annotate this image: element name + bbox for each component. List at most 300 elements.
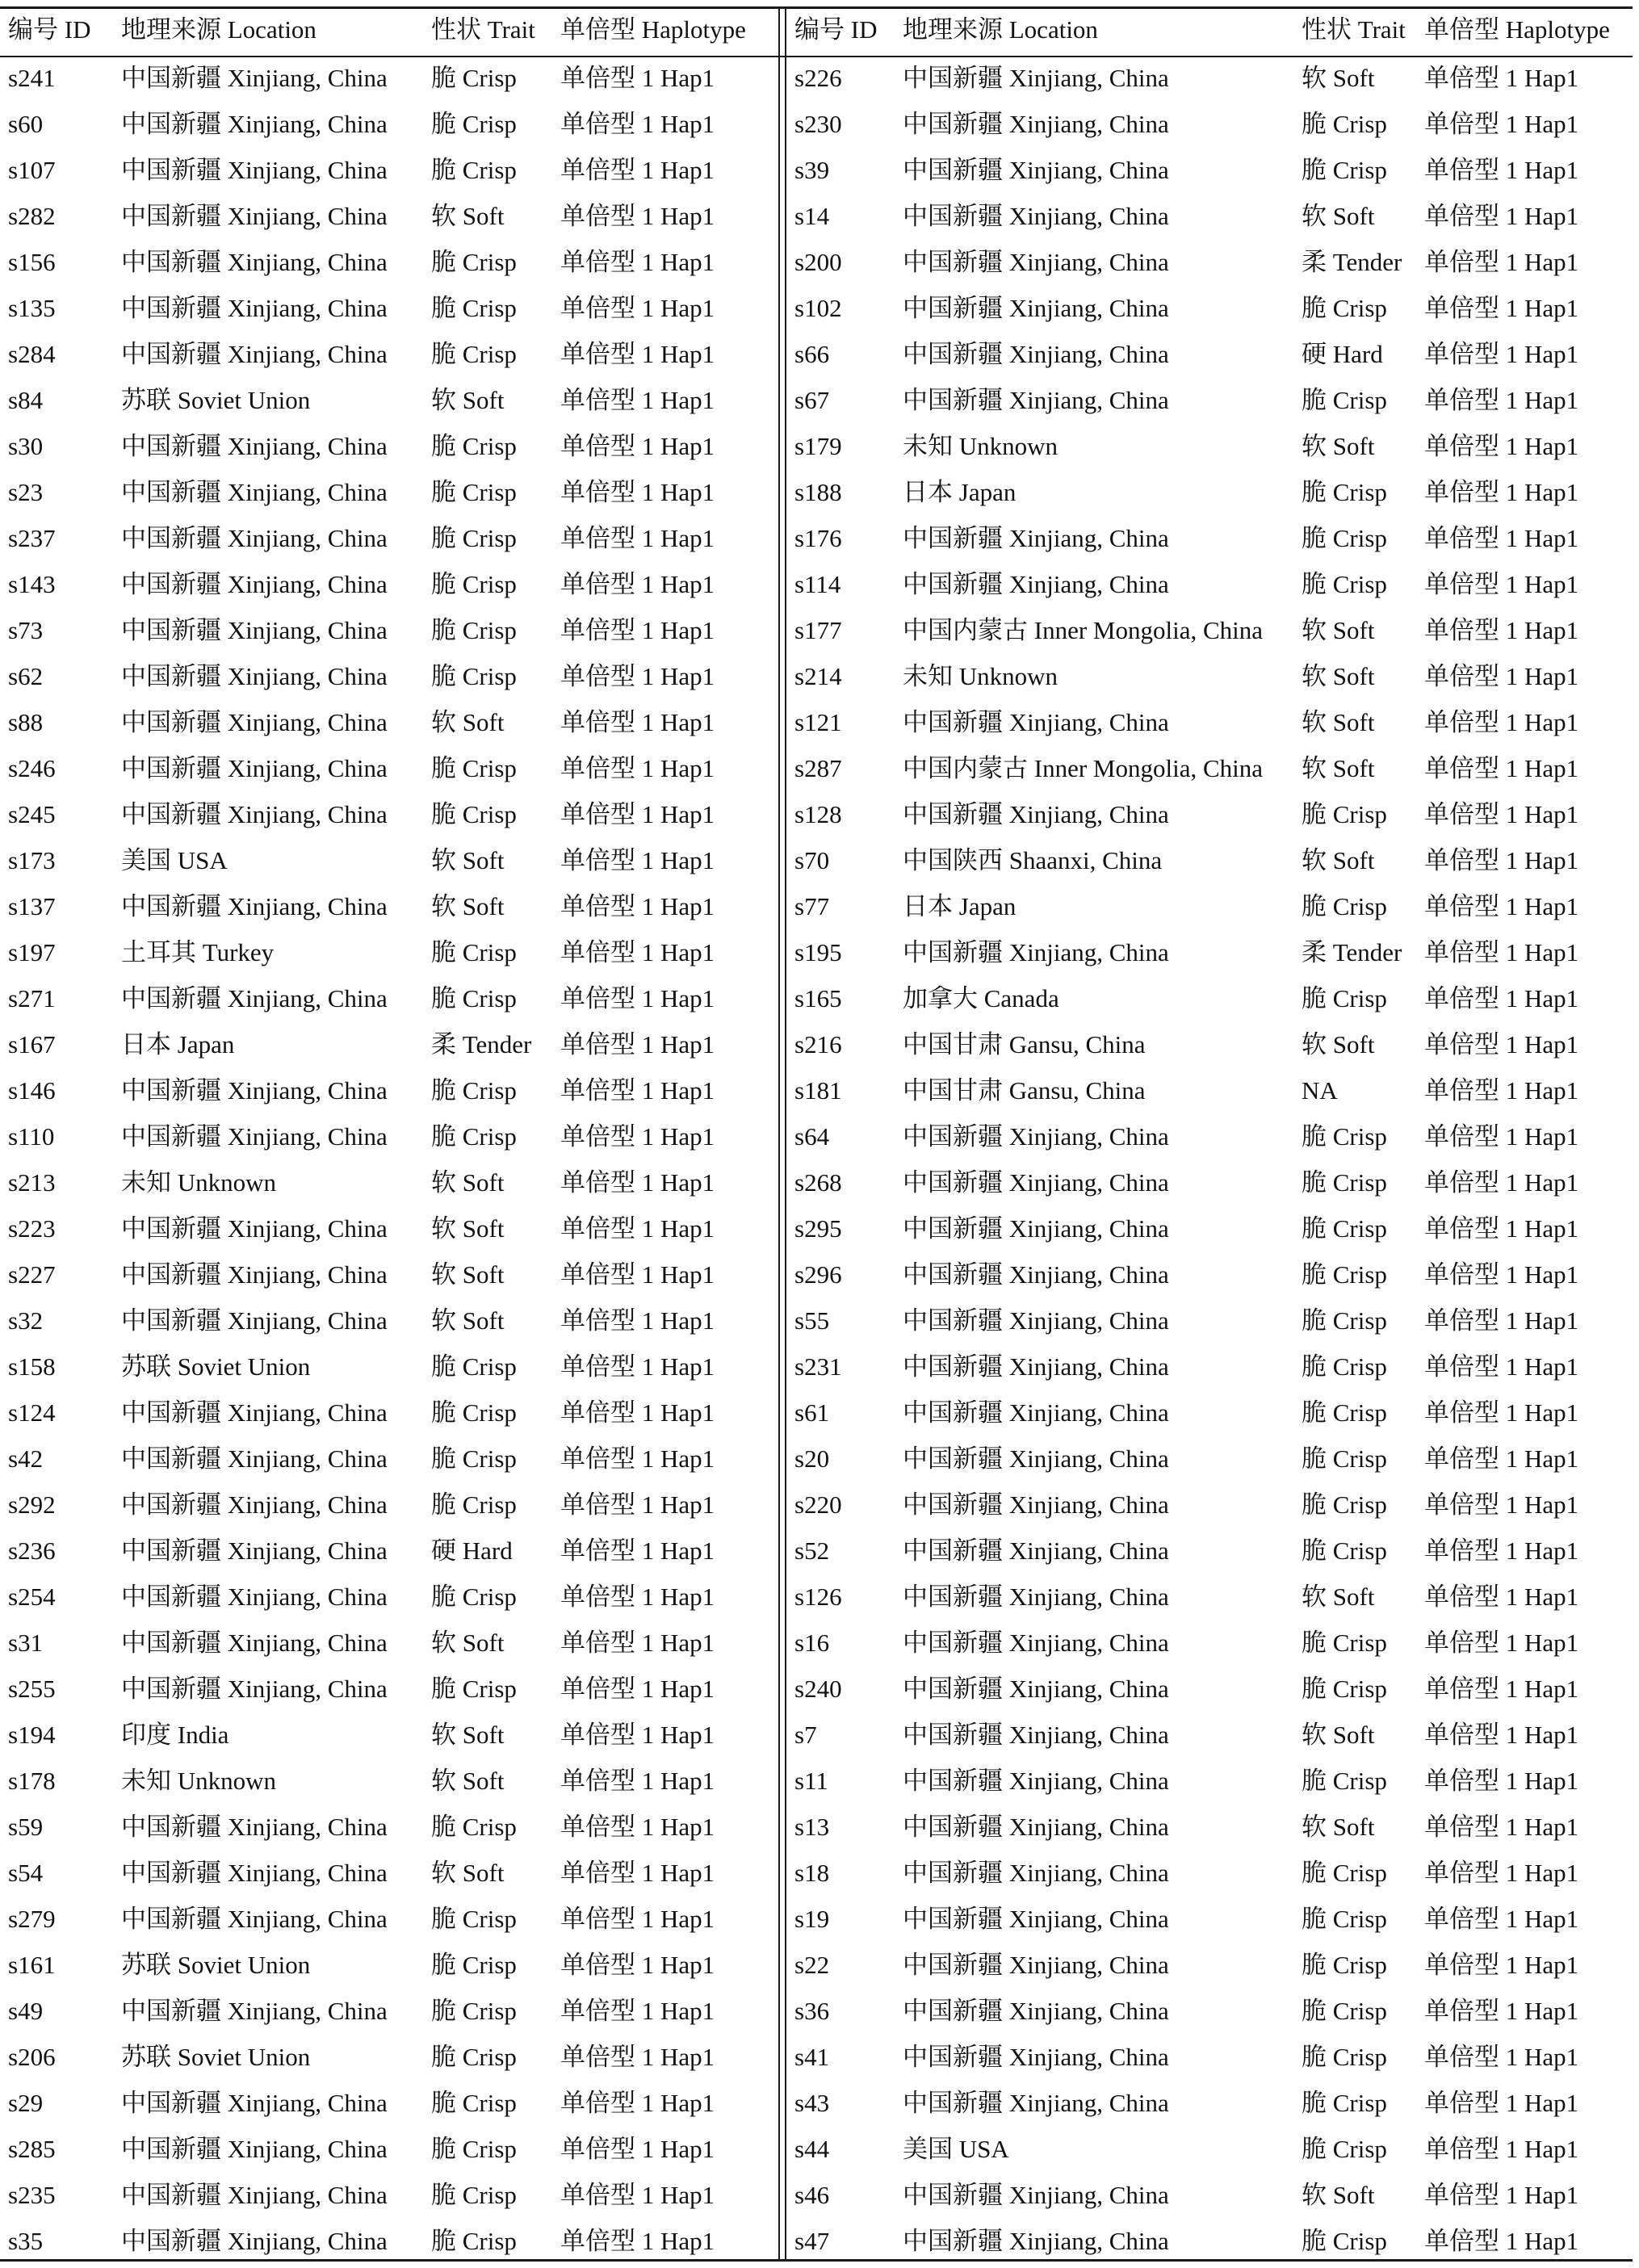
haplotype-cell: 单倍型 1 Hap1 (1424, 662, 1579, 690)
location-cell: 中国新疆 Xinjiang, China (903, 1675, 1169, 1703)
location-cell: 中国新疆 Xinjiang, China (903, 1444, 1169, 1473)
location-cell: 中国新疆 Xinjiang, China (121, 1444, 388, 1473)
location-cell: 中国新疆 Xinjiang, China (121, 2181, 388, 2209)
table-row (0, 1531, 778, 1577)
sample-id-cell: s216 (794, 1030, 842, 1059)
sample-id-cell: s20 (794, 1444, 830, 1473)
table-row (0, 196, 778, 242)
location-cell: 中国新疆 Xinjiang, China (903, 1583, 1169, 1611)
location-cell: 苏联 Soviet Union (121, 386, 311, 414)
haplotype-cell: 单倍型 1 Hap1 (560, 156, 715, 184)
haplotype-cell: 单倍型 1 Hap1 (1424, 984, 1579, 1012)
table-row (0, 288, 778, 334)
sample-id-cell: s227 (8, 1260, 56, 1289)
haplotype-cell: 单倍型 1 Hap1 (560, 1398, 715, 1427)
sample-id-cell: s77 (794, 892, 830, 920)
location-cell: 中国新疆 Xinjiang, China (121, 1997, 388, 2025)
table-row (786, 2221, 1634, 2267)
table-row (786, 1669, 1634, 1715)
location-cell: 中国新疆 Xinjiang, China (121, 1122, 388, 1151)
haplotype-cell: 单倍型 1 Hap1 (560, 1721, 715, 1749)
table-row (0, 1945, 778, 1991)
table-row (0, 1439, 778, 1485)
haplotype-cell: 单倍型 1 Hap1 (1424, 64, 1579, 92)
table-row (786, 1301, 1634, 1347)
trait-cell: 脆 Crisp (431, 938, 517, 966)
sample-id-cell: s161 (8, 1951, 56, 1979)
location-cell: 中国新疆 Xinjiang, China (121, 1905, 388, 1933)
sample-id-cell: s176 (794, 524, 842, 552)
trait-cell: 脆 Crisp (1302, 1168, 1387, 1197)
sample-id-cell: s197 (8, 938, 56, 966)
location-cell: 中国新疆 Xinjiang, China (903, 2089, 1169, 2117)
sample-id-cell: s178 (8, 1767, 56, 1795)
sample-id-cell: s156 (8, 248, 56, 276)
sample-id-cell: s137 (8, 892, 56, 920)
table-row (786, 1209, 1634, 1255)
location-cell: 未知 Unknown (121, 1767, 277, 1795)
trait-cell: 脆 Crisp (431, 110, 517, 138)
sample-id-cell: s36 (794, 1997, 830, 2025)
table-row (786, 1025, 1634, 1071)
sample-id-cell: s231 (794, 1352, 842, 1381)
location-cell: 中国新疆 Xinjiang, China (903, 110, 1169, 138)
table-row (0, 1255, 778, 1301)
haplotype-cell: 单倍型 1 Hap1 (560, 1030, 715, 1059)
sample-id-cell: s42 (8, 1444, 44, 1473)
trait-cell: 脆 Crisp (431, 1490, 517, 1519)
haplotype-cell: 单倍型 1 Hap1 (560, 984, 715, 1012)
location-cell: 中国新疆 Xinjiang, China (121, 340, 388, 368)
sample-id-cell: s282 (8, 202, 56, 230)
table-row (0, 1071, 778, 1117)
table-row (786, 426, 1634, 472)
sample-id-cell: s32 (8, 1306, 44, 1335)
table-row (786, 1715, 1634, 1761)
sample-id-cell: s61 (794, 1398, 830, 1427)
haplotype-cell: 单倍型 1 Hap1 (1424, 1905, 1579, 1933)
sample-id-cell: s64 (794, 1122, 830, 1151)
haplotype-cell: 单倍型 1 Hap1 (560, 1352, 715, 1381)
trait-cell: 脆 Crisp (1302, 1859, 1387, 1887)
id-column-header: 编号 ID (8, 15, 91, 44)
location-cell: 中国新疆 Xinjiang, China (903, 156, 1169, 184)
location-cell: 中国新疆 Xinjiang, China (121, 1214, 388, 1243)
sample-id-cell: s39 (794, 156, 830, 184)
sample-id-cell: s295 (794, 1214, 842, 1243)
sample-id-cell: s158 (8, 1352, 56, 1381)
trait-cell: 脆 Crisp (1302, 1767, 1387, 1795)
location-cell: 中国新疆 Xinjiang, China (121, 248, 388, 276)
sample-id-cell: s240 (794, 1675, 842, 1703)
left-table-panel (0, 10, 778, 2267)
haplotype-cell: 单倍型 1 Hap1 (560, 662, 715, 690)
trait-cell: 脆 Crisp (431, 1352, 517, 1381)
haplotype-cell: 单倍型 1 Hap1 (560, 708, 715, 736)
haplotype-cell: 单倍型 1 Hap1 (1424, 202, 1579, 230)
sample-id-cell: s206 (8, 2043, 56, 2071)
trait-cell: 软 Soft (431, 1629, 505, 1657)
haplotype-cell: 单倍型 1 Hap1 (1424, 294, 1579, 322)
location-cell: 中国新疆 Xinjiang, China (903, 1859, 1169, 1887)
sample-id-cell: s230 (794, 110, 842, 138)
sample-id-cell: s128 (794, 800, 842, 828)
trait-cell: 脆 Crisp (1302, 1214, 1387, 1243)
location-cell: 中国新疆 Xinjiang, China (903, 1398, 1169, 1427)
table-row (0, 1761, 778, 1807)
location-cell: 中国新疆 Xinjiang, China (121, 64, 388, 92)
sample-id-cell: s135 (8, 294, 56, 322)
table-row (0, 1807, 778, 1853)
table-row (0, 104, 778, 150)
haplotype-cell: 单倍型 1 Hap1 (1424, 2227, 1579, 2255)
sample-id-cell: s41 (794, 2043, 830, 2071)
table-row (786, 518, 1634, 564)
table-row (786, 748, 1634, 794)
table-row (786, 2037, 1634, 2083)
table-row (786, 58, 1634, 104)
table-row (786, 1807, 1634, 1853)
sample-id-cell: s143 (8, 570, 56, 598)
table-row (0, 1025, 778, 1071)
table-row (0, 1991, 778, 2037)
trait-cell: 脆 Crisp (431, 984, 517, 1012)
table-row (786, 656, 1634, 702)
location-cell: 中国新疆 Xinjiang, China (903, 2181, 1169, 2209)
trait-cell: 柔 Tender (1302, 248, 1402, 276)
location-cell: 中国新疆 Xinjiang, China (903, 294, 1169, 322)
location-cell: 中国新疆 Xinjiang, China (903, 938, 1169, 966)
table-row (786, 610, 1634, 656)
sample-id-cell: s146 (8, 1076, 56, 1105)
haplotype-cell: 单倍型 1 Hap1 (560, 2089, 715, 2117)
haplotype-cell: 单倍型 1 Hap1 (1424, 340, 1579, 368)
trait-cell: 软 Soft (431, 386, 505, 414)
location-cell: 中国新疆 Xinjiang, China (903, 64, 1169, 92)
trait-cell: 脆 Crisp (431, 616, 517, 644)
trait-cell: 软 Soft (431, 1260, 505, 1289)
trait-cell: 柔 Tender (1302, 938, 1402, 966)
location-cell: 中国新疆 Xinjiang, China (903, 1905, 1169, 1933)
location-cell: 苏联 Soviet Union (121, 2043, 311, 2071)
sample-id-cell: s245 (8, 800, 56, 828)
trait-cell: 脆 Crisp (431, 432, 517, 460)
haplotype-cell: 单倍型 1 Hap1 (1424, 478, 1579, 506)
location-cell: 中国新疆 Xinjiang, China (121, 1629, 388, 1657)
haplotype-cell: 单倍型 1 Hap1 (560, 202, 715, 230)
sample-id-cell: s255 (8, 1675, 56, 1703)
location-cell: 中国新疆 Xinjiang, China (903, 2043, 1169, 2071)
table-row (0, 933, 778, 979)
trait-cell: 脆 Crisp (431, 662, 517, 690)
trait-cell: NA (1302, 1076, 1338, 1105)
table-row (786, 794, 1634, 841)
haplotype-cell: 单倍型 1 Hap1 (560, 1629, 715, 1657)
haplotype-cell: 单倍型 1 Hap1 (560, 1859, 715, 1887)
table-row (786, 1163, 1634, 1209)
table-row (786, 472, 1634, 518)
sample-id-cell: s18 (794, 1859, 830, 1887)
haplotype-cell: 单倍型 1 Hap1 (1424, 1306, 1579, 1335)
trait-cell: 软 Soft (1302, 662, 1375, 690)
trait-cell: 软 Soft (1302, 754, 1375, 782)
trait-cell: 脆 Crisp (1302, 524, 1387, 552)
sample-id-cell: s30 (8, 432, 44, 460)
haplotype-cell: 单倍型 1 Hap1 (560, 386, 715, 414)
location-cell: 中国新疆 Xinjiang, China (903, 1721, 1169, 1749)
haplotype-cell: 单倍型 1 Hap1 (560, 432, 715, 460)
location-cell: 土耳其 Turkey (121, 938, 275, 966)
sample-id-cell: s62 (8, 662, 44, 690)
haplotype-cell: 单倍型 1 Hap1 (1424, 1767, 1579, 1795)
trait-cell: 软 Soft (1302, 2181, 1375, 2209)
table-row (0, 564, 778, 610)
trait-cell: 软 Soft (431, 708, 505, 736)
sample-id-cell: s22 (794, 1951, 830, 1979)
sample-id-cell: s235 (8, 2181, 56, 2209)
sample-id-cell: s44 (794, 2135, 830, 2163)
sample-id-cell: s271 (8, 984, 56, 1012)
trait-cell: 脆 Crisp (1302, 1536, 1387, 1565)
trait-cell: 脆 Crisp (431, 2227, 517, 2255)
sample-id-cell: s237 (8, 524, 56, 552)
trait-cell: 脆 Crisp (431, 570, 517, 598)
haplotype-cell: 单倍型 1 Hap1 (560, 1675, 715, 1703)
location-cell: 未知 Unknown (121, 1168, 277, 1197)
trait-cell: 脆 Crisp (1302, 1398, 1387, 1427)
sample-id-cell: s102 (794, 294, 842, 322)
sample-id-cell: s107 (8, 156, 56, 184)
haplotype-cell: 单倍型 1 Hap1 (1424, 1122, 1579, 1151)
table-row (0, 426, 778, 472)
sample-id-cell: s200 (794, 248, 842, 276)
sample-id-cell: s14 (794, 202, 830, 230)
location-cell: 中国新疆 Xinjiang, China (903, 1122, 1169, 1151)
location-cell: 中国新疆 Xinjiang, China (121, 2227, 388, 2255)
table-row (0, 472, 778, 518)
trait-cell: 软 Soft (431, 1306, 505, 1335)
trait-cell: 脆 Crisp (1302, 156, 1387, 184)
location-cell: 中国新疆 Xinjiang, China (121, 156, 388, 184)
sample-id-cell: s292 (8, 1490, 56, 1519)
haplotype-cell: 单倍型 1 Hap1 (1424, 1214, 1579, 1243)
trait-cell: 脆 Crisp (431, 156, 517, 184)
table-row (786, 1255, 1634, 1301)
sample-id-cell: s279 (8, 1905, 56, 1933)
haplotype-cell: 单倍型 1 Hap1 (560, 1306, 715, 1335)
haplotype-cell: 单倍型 1 Hap1 (560, 340, 715, 368)
sample-id-cell: s29 (8, 2089, 44, 2117)
trait-cell: 脆 Crisp (431, 1997, 517, 2025)
location-cell: 中国新疆 Xinjiang, China (903, 800, 1169, 828)
trait-cell: 脆 Crisp (431, 2089, 517, 2117)
sample-id-cell: s19 (794, 1905, 830, 1933)
table-row (786, 1393, 1634, 1439)
haplotype-cell: 单倍型 1 Hap1 (560, 294, 715, 322)
location-cell: 中国新疆 Xinjiang, China (903, 1536, 1169, 1565)
haplotype-cell: 单倍型 1 Hap1 (1424, 1444, 1579, 1473)
haplotype-cell: 单倍型 1 Hap1 (560, 1168, 715, 1197)
location-cell: 中国新疆 Xinjiang, China (121, 616, 388, 644)
location-cell: 中国新疆 Xinjiang, China (121, 202, 388, 230)
table-row (0, 979, 778, 1025)
location-cell: 中国新疆 Xinjiang, China (121, 432, 388, 460)
table-row (786, 1761, 1634, 1807)
table-row (0, 1577, 778, 1623)
sample-id-cell: s165 (794, 984, 842, 1012)
table-row (0, 794, 778, 841)
location-cell: 中国新疆 Xinjiang, China (121, 1583, 388, 1611)
trait-cell: 脆 Crisp (1302, 1122, 1387, 1151)
haplotype-cell: 单倍型 1 Hap1 (560, 2043, 715, 2071)
table-row (0, 841, 778, 887)
trait-cell: 软 Soft (431, 1214, 505, 1243)
table-row (786, 1117, 1634, 1163)
haplotype-cell: 单倍型 1 Hap1 (1424, 1352, 1579, 1381)
table-row (0, 150, 778, 196)
location-cell: 中国新疆 Xinjiang, China (903, 340, 1169, 368)
haplotype-cell: 单倍型 1 Hap1 (560, 754, 715, 782)
trait-cell: 脆 Crisp (431, 800, 517, 828)
sample-id-cell: s254 (8, 1583, 56, 1611)
haplotype-cell: 单倍型 1 Hap1 (1424, 1398, 1579, 1427)
haplotype-cell: 单倍型 1 Hap1 (560, 938, 715, 966)
trait-cell: 脆 Crisp (1302, 1490, 1387, 1519)
sample-id-cell: s110 (8, 1122, 55, 1151)
haplotype-cell: 单倍型 1 Hap1 (1424, 846, 1579, 874)
trait-cell: 软 Soft (1302, 846, 1375, 874)
sample-id-cell: s47 (794, 2227, 830, 2255)
haplotype-cell: 单倍型 1 Hap1 (1424, 892, 1579, 920)
location-cell: 中国新疆 Xinjiang, China (903, 570, 1169, 598)
location-cell: 未知 Unknown (903, 432, 1058, 460)
table-row (786, 196, 1634, 242)
trait-cell: 软 Soft (1302, 64, 1375, 92)
sample-id-cell: s66 (794, 340, 830, 368)
location-cell: 苏联 Soviet Union (121, 1951, 311, 1979)
haplotype-cell: 单倍型 1 Hap1 (1424, 708, 1579, 736)
location-cell: 中国新疆 Xinjiang, China (121, 570, 388, 598)
trait-cell: 软 Soft (431, 1767, 505, 1795)
location-cell: 中国新疆 Xinjiang, China (903, 2227, 1169, 2255)
haplotype-cell: 单倍型 1 Hap1 (560, 1905, 715, 1933)
table-row (786, 1899, 1634, 1945)
sample-id-cell: s188 (794, 478, 842, 506)
location-cell: 中国新疆 Xinjiang, China (121, 1859, 388, 1887)
haplotype-cell: 单倍型 1 Hap1 (1424, 1675, 1579, 1703)
trait-cell: 脆 Crisp (431, 1905, 517, 1933)
haplotype-cell: 单倍型 1 Hap1 (1424, 2043, 1579, 2071)
sample-id-cell: s194 (8, 1721, 56, 1749)
sample-id-cell: s73 (8, 616, 44, 644)
table-row (0, 242, 778, 288)
haplotype-cell: 单倍型 1 Hap1 (1424, 1997, 1579, 2025)
location-cell: 中国甘肃 Gansu, China (903, 1030, 1146, 1059)
sample-id-cell: s55 (794, 1306, 830, 1335)
location-cell: 加拿大 Canada (903, 984, 1059, 1012)
trait-cell: 软 Soft (1302, 432, 1375, 460)
trait-cell: 脆 Crisp (1302, 1629, 1387, 1657)
table-row (0, 2175, 778, 2221)
trait-cell: 脆 Crisp (431, 1813, 517, 1841)
sample-id-cell: s54 (8, 1859, 44, 1887)
sample-id-cell: s220 (794, 1490, 842, 1519)
location-cell: 中国新疆 Xinjiang, China (121, 662, 388, 690)
sample-id-cell: s67 (794, 386, 830, 414)
location-cell: 未知 Unknown (903, 662, 1058, 690)
trait-cell: 软 Soft (1302, 1030, 1375, 1059)
location-cell: 中国新疆 Xinjiang, China (903, 386, 1169, 414)
left-table-body (0, 58, 778, 2267)
table-row (786, 380, 1634, 426)
location-cell: 中国新疆 Xinjiang, China (903, 1629, 1169, 1657)
trait-cell: 脆 Crisp (1302, 1997, 1387, 2025)
table-row (786, 1347, 1634, 1393)
sample-id-cell: s179 (794, 432, 842, 460)
haplotype-cell: 单倍型 1 Hap1 (560, 1813, 715, 1841)
location-cell: 中国新疆 Xinjiang, China (903, 708, 1169, 736)
sample-id-cell: s43 (794, 2089, 830, 2117)
location-cell: 中国新疆 Xinjiang, China (121, 800, 388, 828)
trait-column-header: 性状 Trait (431, 15, 535, 44)
trait-cell: 脆 Crisp (1302, 294, 1387, 322)
location-cell: 中国新疆 Xinjiang, China (903, 1168, 1169, 1197)
sample-id-cell: s126 (794, 1583, 842, 1611)
location-cell: 中国新疆 Xinjiang, China (121, 2135, 388, 2163)
trait-cell: 脆 Crisp (1302, 1675, 1387, 1703)
haplotype-cell: 单倍型 1 Hap1 (560, 1536, 715, 1565)
location-cell: 中国新疆 Xinjiang, China (903, 1352, 1169, 1381)
table-row (0, 2129, 778, 2175)
haplotype-cell: 单倍型 1 Hap1 (560, 1122, 715, 1151)
table-row (0, 1163, 778, 1209)
table-row (786, 334, 1634, 380)
table-row (0, 887, 778, 933)
trait-cell: 脆 Crisp (1302, 984, 1387, 1012)
sample-id-cell: s121 (794, 708, 842, 736)
haplotype-cell: 单倍型 1 Hap1 (560, 1260, 715, 1289)
trait-cell: 软 Soft (1302, 202, 1375, 230)
table-row (0, 1393, 778, 1439)
location-cell: 中国新疆 Xinjiang, China (903, 1997, 1169, 2025)
haplotype-cell: 单倍型 1 Hap1 (1424, 1030, 1579, 1059)
trait-cell: 软 Soft (431, 1168, 505, 1197)
location-cell: 中国新疆 Xinjiang, China (121, 892, 388, 920)
table-row (0, 610, 778, 656)
haplotype-cell: 单倍型 1 Hap1 (1424, 1629, 1579, 1657)
table-row (786, 104, 1634, 150)
table-row (0, 1853, 778, 1899)
haplotype-cell: 单倍型 1 Hap1 (1424, 570, 1579, 598)
sample-id-cell: s31 (8, 1629, 44, 1657)
sample-id-cell: s7 (794, 1721, 817, 1749)
trait-cell: 脆 Crisp (1302, 2043, 1387, 2071)
trait-cell: 脆 Crisp (431, 2135, 517, 2163)
haplotype-cell: 单倍型 1 Hap1 (1424, 386, 1579, 414)
sample-id-cell: s268 (794, 1168, 842, 1197)
trait-cell: 脆 Crisp (1302, 800, 1387, 828)
location-cell: 中国新疆 Xinjiang, China (121, 1398, 388, 1427)
table-row (786, 1991, 1634, 2037)
table-row (0, 1669, 778, 1715)
haplotype-cell: 单倍型 1 Hap1 (1424, 2181, 1579, 2209)
trait-cell: 软 Soft (431, 892, 505, 920)
trait-cell: 脆 Crisp (1302, 1444, 1387, 1473)
table-header-row (0, 10, 778, 57)
haplotype-cell: 单倍型 1 Hap1 (1424, 800, 1579, 828)
table-row (786, 887, 1634, 933)
sample-id-cell: s52 (794, 1536, 830, 1565)
